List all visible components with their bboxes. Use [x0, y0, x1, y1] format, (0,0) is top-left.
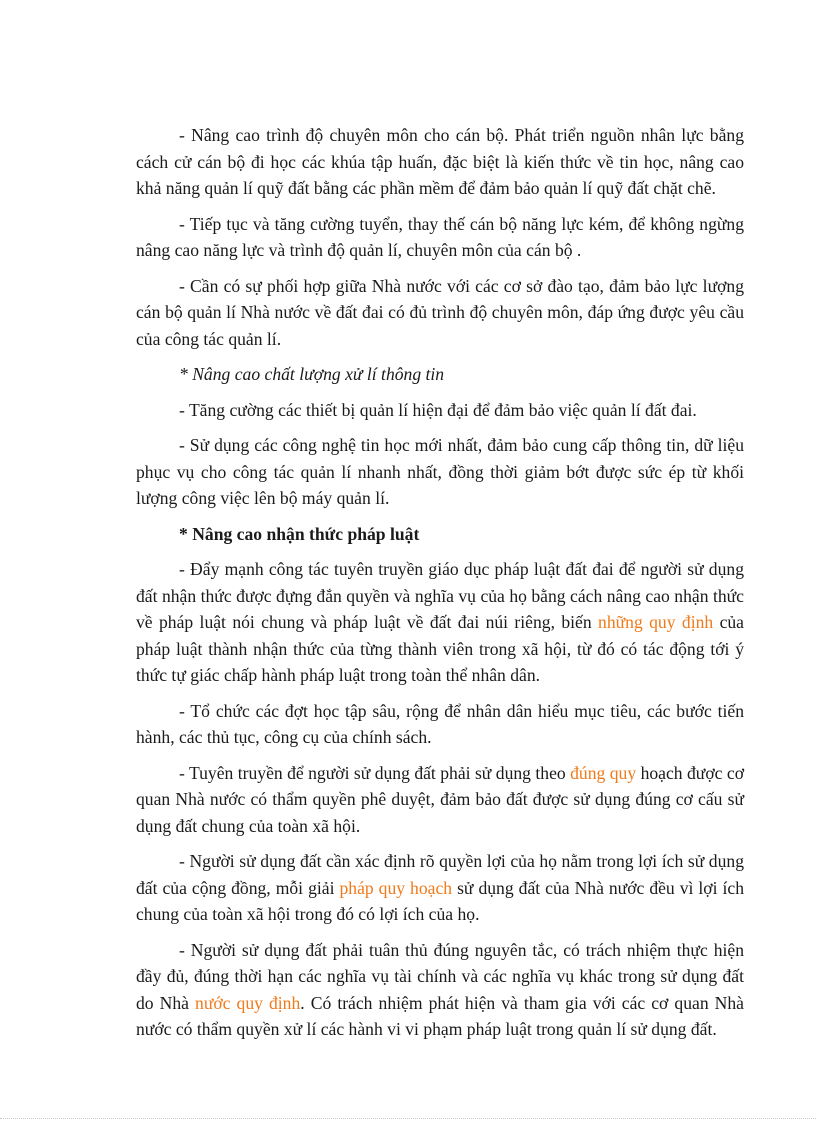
paragraph — [136, 937, 744, 1043]
document-body — [136, 122, 744, 1052]
paragraph-text: - Tuyên truyền để người sử dụng đất phải sử dụng theo — [179, 762, 571, 783]
paragraph — [136, 848, 744, 928]
highlighted-text: nước quy định — [195, 992, 301, 1013]
section-heading — [136, 521, 744, 548]
paragraph-text: - Tổ chức các đợt học tập sâu, rộng để nhân dân hiểu mục tiêu, các bước tiến hành, các thủ tục, công cụ của chính sách. — [136, 700, 744, 747]
paragraph — [136, 556, 744, 689]
highlighted-text: đúng quy — [570, 762, 637, 783]
paragraph-text: - Cần có sự phối hợp giữa Nhà nước với các cơ sở đào tạo, đảm bảo lực lượng cán bộ quản lí Nhà nước về đất đai có đủ trình độ chuyên môn, đáp ứng được yêu cầu của công tác quản lí. — [136, 275, 744, 349]
paragraph-text: - Nâng cao trình độ chuyên môn cho cán bộ. Phát triển nguồn nhân lực bằng cách cử cán bộ đi học các khúa tập huấn, đặc biệt là kiến thức về tin học, nâng cao khả năng quản lí quỹ đất bằng các phần mềm để đảm bảo quản lí quỹ đất chặt chẽ. — [136, 125, 744, 198]
paragraph-text: của pháp luật thành nhận thức của từng thành viên trong xã hội, từ đó có tác động tới ý thức tự giác chấp hành pháp luật trong toàn thể nhân dân. — [136, 612, 744, 685]
paragraph-text: - Người sử dụng đất phải tuân thủ đúng nguyên tắc, có trách nhiệm thực hiện đầy đủ, đúng thời hạn các nghĩa vụ tài chính và các nghĩa vụ khác trong sử dụng đất do Nhà — [136, 939, 744, 1013]
paragraph — [136, 397, 744, 424]
paragraph-text: * Nâng cao chất lượng xử lí thông tin — [179, 364, 445, 384]
paragraph-text: - Tiếp tục và tăng cường tuyển, thay thế cán bộ năng lực kém, để không ngừng nâng cao năng lực và trình độ quản lí, chuyên môn của cán bộ . — [136, 213, 744, 260]
paragraph — [136, 273, 744, 353]
paragraph — [136, 122, 744, 202]
paragraph — [136, 432, 744, 512]
paragraph-text: sử dụng đất của Nhà nước đều vì lợi ích chung của toàn xã hội trong đó có lợi ích của họ. — [136, 877, 744, 924]
highlighted-text: pháp quy hoạch — [339, 877, 453, 898]
paragraph-text: hoạch được cơ quan Nhà nước có thẩm quyền phê duyệt, đảm bảo đất được sử dụng đúng cơ cấu sử dụng đất chung của toàn xã hội. — [136, 762, 744, 836]
section-heading — [136, 361, 744, 388]
highlighted-text: những quy định — [598, 612, 714, 632]
paragraph-text: * Nâng cao nhận thức pháp luật — [179, 523, 420, 544]
paragraph — [136, 760, 744, 840]
paragraph — [136, 698, 744, 751]
paragraph-text: - Người sử dụng đất cần xác định rõ quyền lợi của họ nằm trong lợi ích sử dụng đất của cộng đồng, mỗi giải — [136, 851, 744, 898]
page-bottom-border — [0, 1118, 816, 1119]
paragraph — [136, 211, 744, 264]
paragraph-text: . Có trách nhiệm phát hiện và tham gia với các cơ quan Nhà nước có thẩm quyền xử lí các hành vi vi phạm pháp luật trong quản lí sử dụng đất. — [136, 992, 744, 1039]
paragraph-text: - Sử dụng các công nghệ tin học mới nhất, đảm bảo cung cấp thông tin, dữ liệu phục vụ cho công tác quản lí nhanh nhất, đồng thời giảm bớt được sức ép từ khối lượng công việc lên bộ máy quản lí. — [136, 435, 744, 508]
paragraph-text: - Tăng cường các thiết bị quản lí hiện đại để đảm bảo việc quản lí đất đai. — [179, 399, 697, 420]
paragraph-text: - Đẩy mạnh công tác tuyên truyền giáo dục pháp luật đất đai để người sử dụng đất nhận thức được đựng đắn quyền và nghĩa vụ của họ bằng cách nâng cao nhận thức về pháp luật nói chung và pháp luật về đất đai núi riêng, biến — [136, 559, 744, 632]
